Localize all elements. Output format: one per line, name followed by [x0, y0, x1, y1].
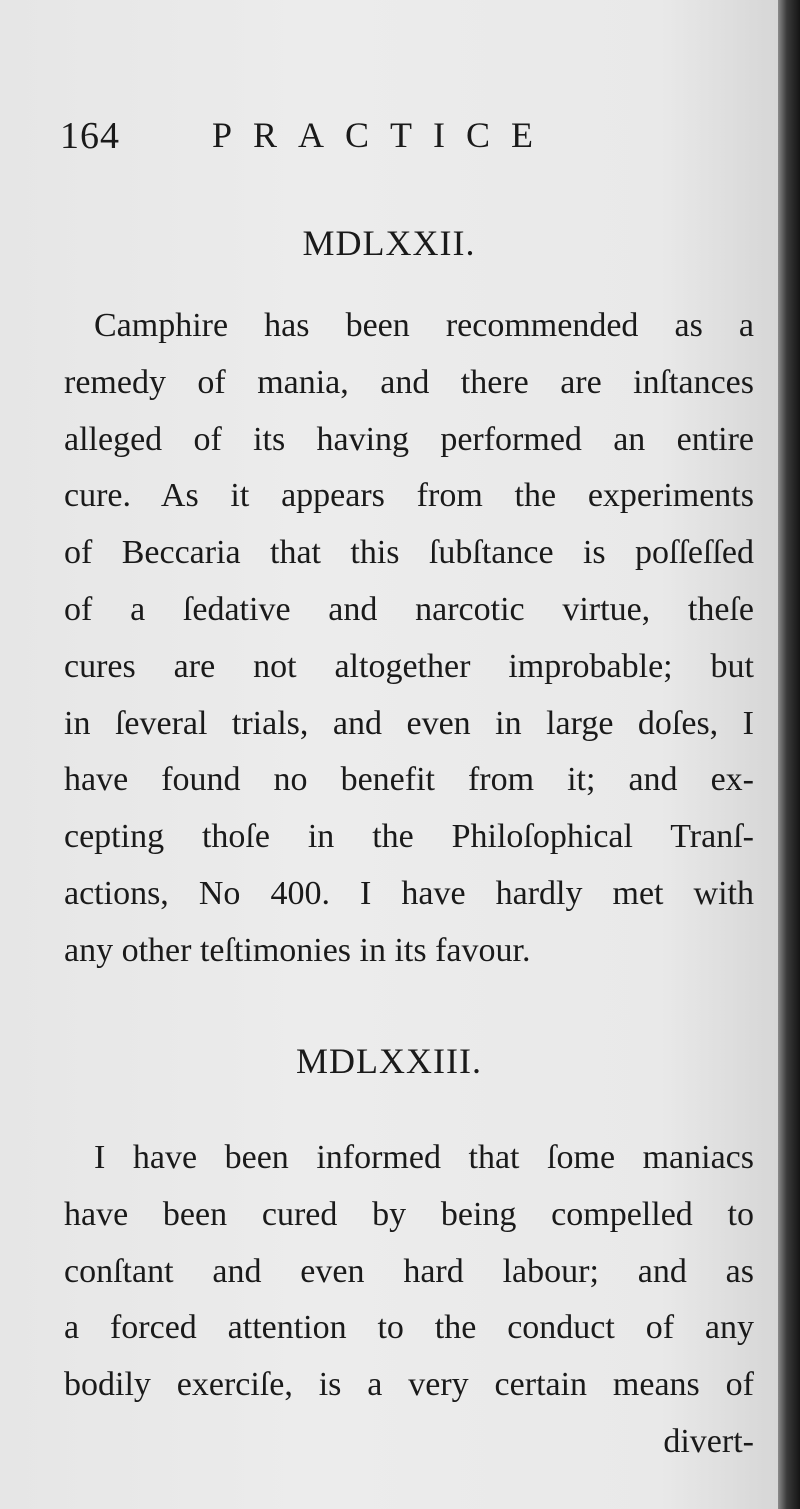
text-line: of a ſedative and narcotic virtue, theſe: [64, 590, 754, 628]
running-title: PRACTICE: [212, 115, 555, 155]
text-line: alleged of its having performed an entire: [64, 420, 754, 458]
catchword: divert-: [663, 1422, 754, 1460]
paragraph-1572: [64, 298, 754, 980]
text-line: cures are not altogether improbable; but: [64, 647, 754, 685]
text-line: have found no benefit from it; and ex-: [64, 761, 754, 799]
text-line: a forced attention to the conduct of any: [64, 1309, 754, 1347]
text-line: remedy of mania, and there are inſtances: [64, 363, 754, 401]
page-edge-shadow: [778, 0, 800, 1509]
text-line: I have been informed that ſome maniacs: [94, 1139, 754, 1176]
text-line: any other teſtimonies in its favour.: [64, 931, 531, 969]
paragraph-1573: [64, 1130, 754, 1471]
section-heading-1572: MDLXXII.: [302, 223, 476, 263]
text-line: conſtant and even hard labour; and as: [64, 1252, 754, 1290]
page-number: 164: [60, 115, 120, 157]
text-line: cure. As it appears from the experiments: [64, 477, 754, 515]
running-head: [60, 108, 620, 158]
section-heading-1573: MDLXXIII.: [296, 1041, 482, 1081]
text-line: in ſeveral trials, and even in large doſes, I: [64, 704, 754, 742]
text-line: of Beccaria that this ſubſtance is poſſeſſed: [64, 534, 754, 572]
text-line: cepting thoſe in the Philoſophical Tranſ-: [64, 818, 754, 856]
text-line: have been cured by being compelled to: [64, 1195, 754, 1233]
text-line: actions, No 400. I have hardly met with: [64, 874, 754, 912]
text-line: bodily exerciſe, is a very certain means of: [64, 1366, 754, 1404]
text-line: Camphire has been recommended as a: [94, 307, 754, 344]
